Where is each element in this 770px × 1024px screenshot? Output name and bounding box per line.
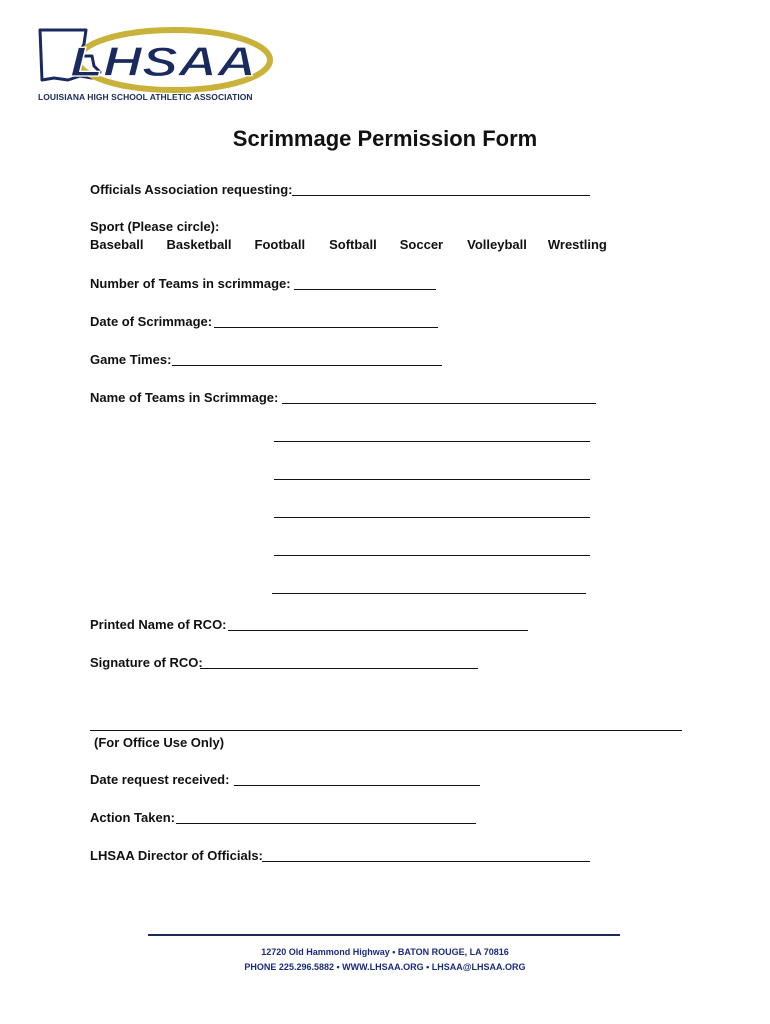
number-of-teams-field[interactable] xyxy=(294,289,436,290)
director-label: LHSAA Director of Officials: xyxy=(90,848,263,863)
date-of-scrimmage-field[interactable] xyxy=(214,327,438,328)
action-taken-label: Action Taken: xyxy=(90,810,175,825)
office-divider xyxy=(90,730,682,731)
team-name-field[interactable] xyxy=(274,479,590,480)
logo-caption: LOUISIANA HIGH SCHOOL ATHLETIC ASSOCIATION xyxy=(38,92,253,102)
team-name-field[interactable] xyxy=(272,593,586,594)
director-field[interactable] xyxy=(262,861,590,862)
date-of-scrimmage-label: Date of Scrimmage: xyxy=(90,314,213,329)
game-times-field[interactable] xyxy=(172,365,442,366)
action-taken-field[interactable] xyxy=(176,823,476,824)
footer-address: 12720 Old Hammond Highway • BATON ROUGE, LA 70816 xyxy=(261,947,509,957)
office-use-heading: (For Office Use Only) xyxy=(94,735,225,750)
printed-name-field[interactable] xyxy=(228,630,528,631)
team-name-field[interactable] xyxy=(282,403,596,404)
officials-association-label: Officials Association requesting: xyxy=(90,182,293,197)
sport-option-softball[interactable]: Softball xyxy=(329,237,377,252)
sport-option-football[interactable]: Football xyxy=(254,237,306,252)
team-name-field[interactable] xyxy=(274,441,590,442)
date-received-label: Date request received: xyxy=(90,772,230,787)
sport-option-wrestling[interactable]: Wrestling xyxy=(547,237,607,252)
footer-divider xyxy=(148,934,620,936)
logo-wordmark: LHSAA xyxy=(70,38,256,85)
sport-options xyxy=(90,237,630,252)
team-name-field[interactable] xyxy=(274,555,590,556)
sport-label: Sport (Please circle): xyxy=(90,219,220,234)
sport-option-baseball[interactable]: Baseball xyxy=(90,237,144,252)
sport-option-volleyball[interactable]: Volleyball xyxy=(467,237,527,252)
signature-label: Signature of RCO: xyxy=(90,655,203,670)
team-names-label: Name of Teams in Scrimmage: xyxy=(90,390,279,405)
team-name-field[interactable] xyxy=(274,517,590,518)
date-received-field[interactable] xyxy=(234,785,480,786)
page-title: Scrimmage Permission Form xyxy=(232,126,538,151)
sport-option-basketball[interactable]: Basketball xyxy=(166,237,232,252)
footer-contact: PHONE 225.296.5882 • WWW.LHSAA.ORG • LHSAA@LHSAA.ORG xyxy=(244,962,526,972)
sport-option-soccer[interactable]: Soccer xyxy=(399,237,444,252)
number-of-teams-label: Number of Teams in scrimmage: xyxy=(90,276,291,291)
game-times-label: Game Times: xyxy=(90,352,172,367)
signature-field[interactable] xyxy=(200,668,478,669)
officials-association-field[interactable] xyxy=(292,195,590,196)
printed-name-label: Printed Name of RCO: xyxy=(90,617,227,632)
